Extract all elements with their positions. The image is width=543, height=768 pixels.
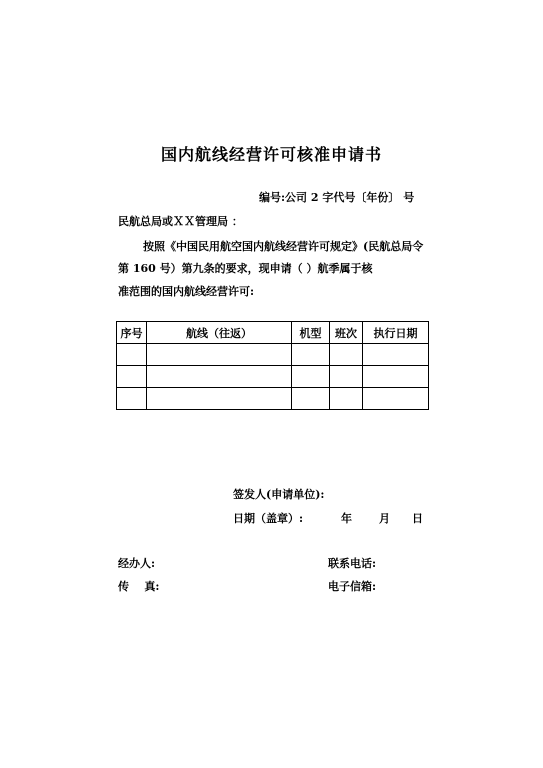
- header-serial-number: 序号: [117, 322, 147, 344]
- fax-label: 传 真:: [118, 580, 160, 593]
- date-seal-label: 日期（盖章）:: [233, 512, 304, 525]
- table-cell: [292, 388, 330, 410]
- phone-label: 联系电话:: [328, 557, 377, 570]
- table-cell: [330, 388, 363, 410]
- table-cell: [292, 366, 330, 388]
- date-day-label: 日: [412, 512, 423, 525]
- handler-label: 经办人:: [118, 557, 156, 570]
- email-label: 电子信箱:: [328, 580, 377, 593]
- table-cell: [147, 344, 292, 366]
- date-month-label: 月: [379, 512, 390, 525]
- table-row: [117, 344, 429, 366]
- document-title: 国内航线经营许可核准申请书: [160, 145, 382, 164]
- addressee-line: 民航总局或ＸＸ管理局 ：: [118, 215, 243, 228]
- table-row: [117, 366, 429, 388]
- document-number-line: 编号:公司 2 字代号〔年份〕 号: [259, 191, 415, 204]
- header-aircraft-type: 机型: [292, 322, 330, 344]
- header-effective-date: 执行日期: [363, 322, 429, 344]
- body-text-line-3: 准范围的国内航线经营许可:: [118, 285, 255, 298]
- table-cell: [363, 366, 429, 388]
- body-text-line-1: 按照《中国民用航空国内航线经营许可规定》(民航总局令: [143, 240, 424, 253]
- signer-label: 签发人(申请单位):: [233, 488, 325, 501]
- table-cell: [147, 366, 292, 388]
- table-cell: [147, 388, 292, 410]
- table-row: [117, 388, 429, 410]
- table-cell: [363, 388, 429, 410]
- table-cell: [292, 344, 330, 366]
- body-text-line-2: 第 160 号）第九条的要求，现申请（ ）航季属于核: [118, 262, 373, 275]
- header-frequency: 班次: [330, 322, 363, 344]
- table-cell: [330, 344, 363, 366]
- table-cell: [117, 344, 147, 366]
- table-cell: [363, 344, 429, 366]
- table-header-row: [117, 322, 429, 344]
- table-cell: [330, 366, 363, 388]
- table-cell: [117, 366, 147, 388]
- date-year-label: 年: [341, 512, 352, 525]
- table-cell: [117, 388, 147, 410]
- route-table: [116, 321, 429, 410]
- header-route: 航线（往返）: [147, 322, 292, 344]
